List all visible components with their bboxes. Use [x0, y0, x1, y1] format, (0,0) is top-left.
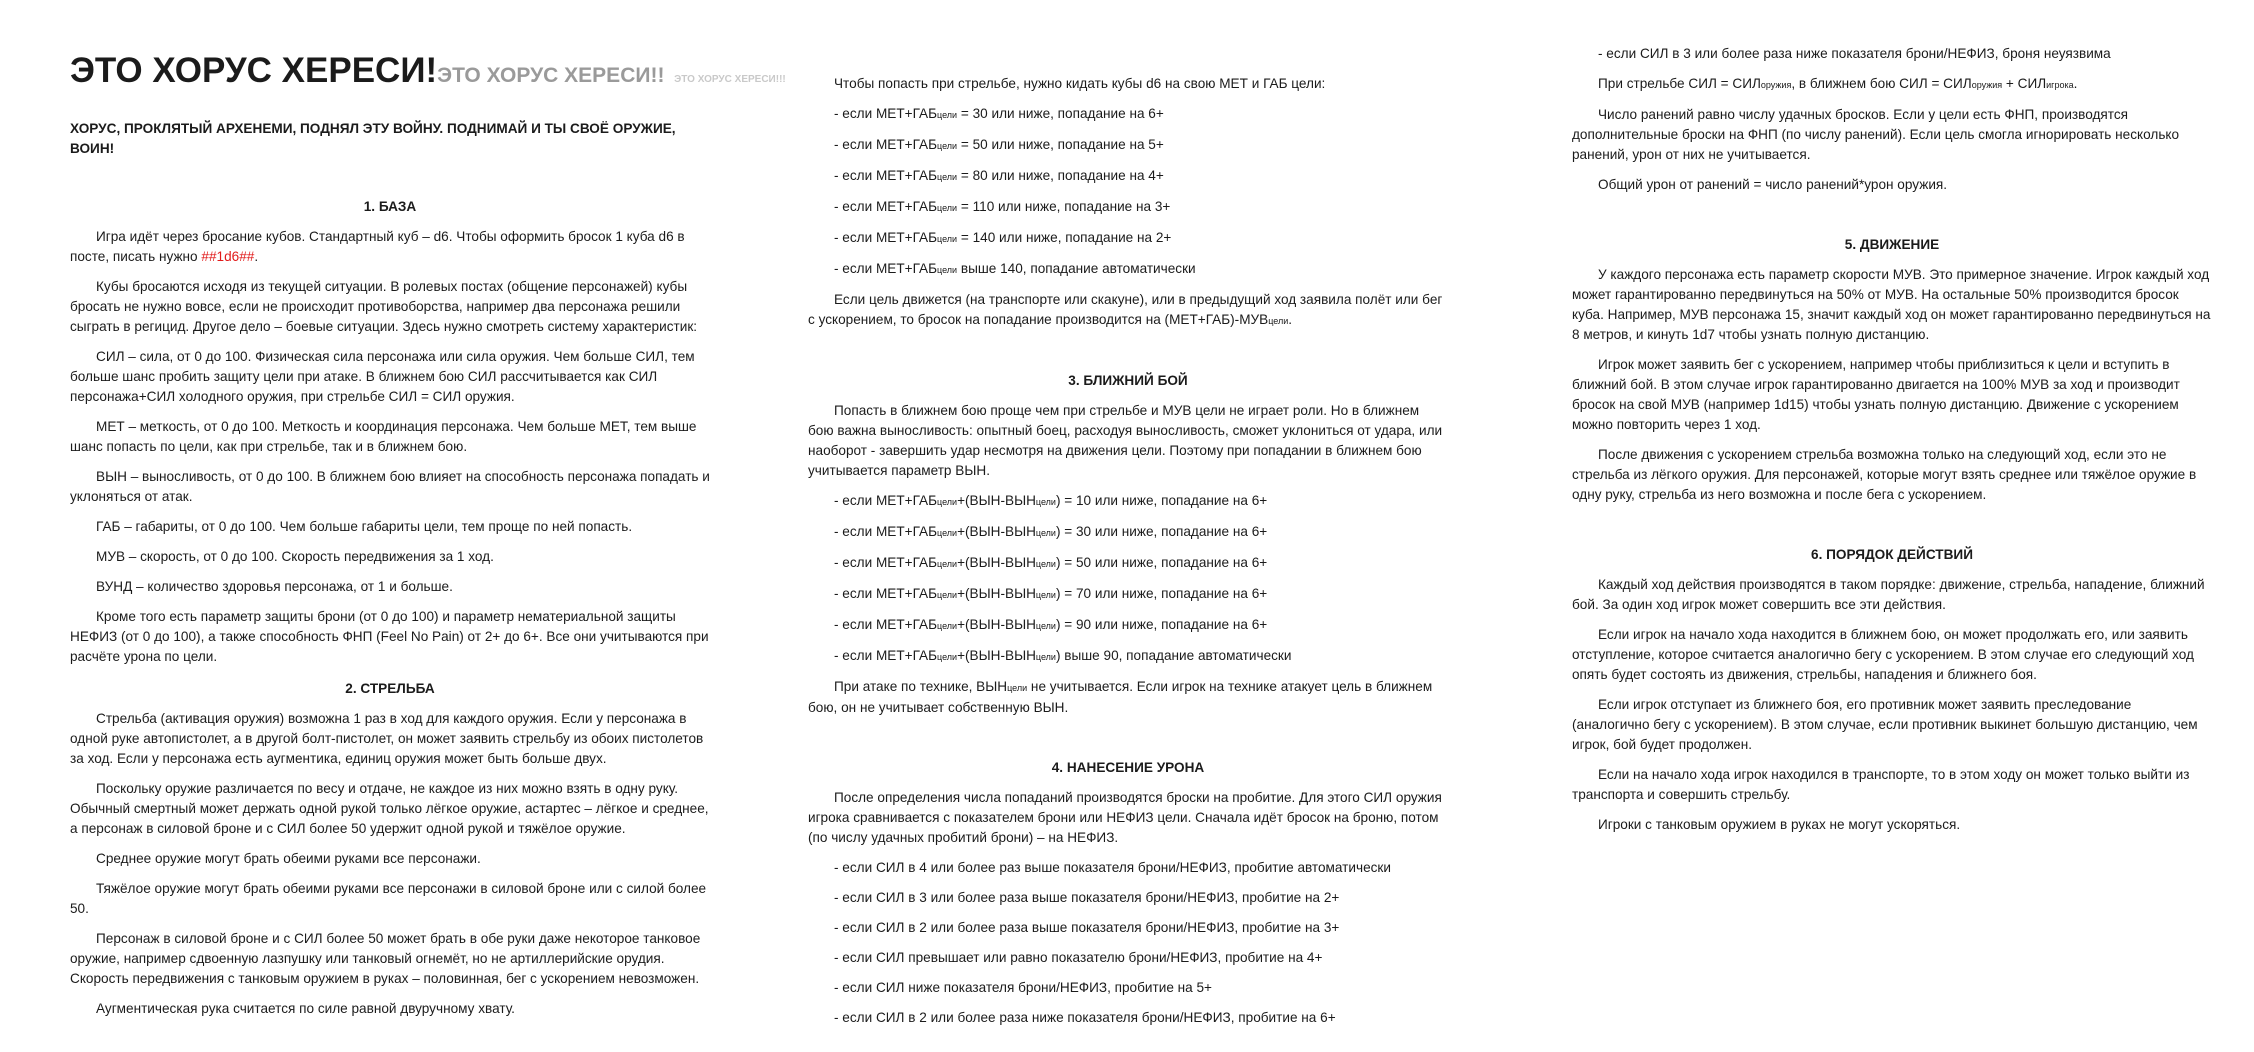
s2-paragraph-5: Персонаж в силовой броне и с СИЛ более 50 может брать в обе руки даже некоторое танковое оружие, например сдвоенную лазпушку или танковый огнемёт, но не артиллерийские орудия. Скорость передвижения с танковым оружием в руках – половинная, бег с ускорением невозможен. [70, 931, 701, 986]
melee-row: - если МЕТ+ГАБцели+(ВЫН-ВЫНцели) = 70 или ниже, попадание на 6+ [834, 586, 1268, 601]
s2-shooting-intro: Чтобы попасть при стрельбе, нужно кидать кубы d6 на свою МЕТ и ГАБ цели: [834, 76, 1326, 91]
s1-paragraph-2: Кубы бросаются исходя из текущей ситуации. В ролевых постах (общение персонажей) кубы бросать не нужно вовсе, если не происходит противоборства, например два персонажа решили сыграть в регицид. Другое дело – боевые ситуации. Здесь нужно смотреть систему характеристик: [70, 279, 698, 334]
s1-paragraph-armor: Кроме того есть параметр защиты брони (от 0 до 100) и параметр нематериальной защиты НЕФИЗ (от 0 до 100), а также способность ФНП (Feel No Pain) от 2+ до 6+. Все они учитываются при расчёте урона по цели. [70, 609, 709, 664]
section-4-heading: 4. НАНЕСЕНИЕ УРОНА [1051, 760, 1205, 775]
s4-paragraph-1: После определения числа попаданий производятся броски на пробитие. Для этого СИЛ оружия игрока сравнивается с показателем брони или НЕФИЗ цели. Сначала идёт бросок на броню, потом (по числу удачных пробитий брони) – на НЕФИЗ. [808, 790, 1442, 845]
subtitle: ХОРУС, ПРОКЛЯТЫЙ АРХЕНЕМИ, ПОДНЯЛ ЭТУ ВОЙНУ. ПОДНИМАЙ И ТЫ СВОЁ ОРУЖИЕ, ВОИН! [70, 121, 676, 156]
shooting-row: - если МЕТ+ГАБцели выше 140, попадание автоматически [834, 261, 1196, 276]
column-left [70, 0, 786, 1019]
penetration-row: - если СИЛ ниже показателя брони/НЕФИЗ, пробитие на 5+ [834, 980, 1212, 995]
title-main: ЭТО ХОРУС ХЕРЕСИ! [70, 51, 438, 90]
dice-code: ##1d6## [201, 249, 255, 264]
s6-paragraph-3: Если игрок отступает из ближнего боя, его противник может заявить преследование (аналогично бегу с ускорением). В этом случае, если противник выкинет большую дистанцию, чем игрок, бой будет продолжен. [1572, 697, 2198, 752]
shooting-row: - если МЕТ+ГАБцели = 80 или ниже, попадание на 4+ [834, 168, 1164, 183]
s6-paragraph-5: Игроки с танковым оружием в руках не могут ускоряться. [1598, 817, 1961, 832]
section-1-heading: 1. БАЗА [363, 199, 417, 214]
section-2-heading: 2. СТРЕЛЬБА [345, 681, 435, 696]
s6-paragraph-4: Если на начало хода игрок находился в транспорте, то в этом ходу он может только выйти из транспорта и совершить стрельбу. [1572, 767, 2190, 802]
penetration-row: - если СИЛ в 4 или более раз выше показателя брони/НЕФИЗ, пробитие автоматически [834, 860, 1391, 875]
section-5-heading: 5. ДВИЖЕНИЕ [1844, 237, 1940, 252]
melee-row: - если МЕТ+ГАБцели+(ВЫН-ВЫНцели) = 10 или ниже, попадание на 6+ [834, 493, 1268, 508]
s1-paragraph-muv: МУВ – скорость, от 0 до 100. Скорость передвижения за 1 ход. [96, 549, 494, 564]
penetration-row: - если СИЛ в 2 или более раза выше показателя брони/НЕФИЗ, пробитие на 3+ [834, 920, 1340, 935]
shooting-table [808, 104, 1448, 280]
s4-strength-formula: При стрельбе СИЛ = СИЛоружия, в ближнем бою СИЛ = СИЛоружия + СИЛигрока. [1598, 76, 2078, 91]
s1-paragraph-sil: СИЛ – сила, от 0 до 100. Физическая сила персонажа или сила оружия. Чем больше СИЛ, тем больше шанс пробить защиту цели при атаке. В ближнем бою СИЛ рассчитывается как СИЛ персонажа+СИЛ холодного оружия, при стрельбе СИЛ = СИЛ оружия. [70, 349, 695, 404]
column-middle [808, 74, 1448, 1028]
s2-paragraph-2: Поскольку оружие различается по весу и отдаче, не каждое из них можно взять в одну руку. Обычный смертный может держать одной рукой только лёгкое оружие, астартес – лёгкое и среднее, а персонаж в силовой броне и с СИЛ более 50 удержит одной рукой и тяжёлое оружие. [70, 781, 709, 836]
s2-moving-target: Если цель движется (на транспорте или скакуне), или в предыдущий ход заявила полёт или бег с ускорением, то бросок на попадание производится на (МЕТ+ГАБ)-МУВцели. [808, 292, 1443, 327]
column-right [1572, 44, 2212, 835]
penetration-row: - если СИЛ превышает или равно показателю брони/НЕФИЗ, пробитие на 4+ [834, 950, 1323, 965]
s2-paragraph-6: Аугментическая рука считается по силе равной двуручному хвату. [96, 1001, 515, 1016]
s2-paragraph-1: Стрельба (активация оружия) возможна 1 раз в ход для каждого оружия. Если у персонажа в одной руке автопистолет, а в другой болт-пистолет, он может заявить стрельбу из обоих пистолетов за ход. Если у персонажа есть аугментика, единиц оружия может быть больше двух. [70, 711, 704, 766]
shooting-row: - если МЕТ+ГАБцели = 50 или ниже, попадание на 5+ [834, 137, 1164, 152]
s1-paragraph-gab: ГАБ – габариты, от 0 до 100. Чем больше габариты цели, тем проще по ней попасть. [96, 519, 633, 534]
title-echo-1: ЭТО ХОРУС ХЕРЕСИ!! [437, 64, 665, 87]
penetration-row: - если СИЛ в 2 или более раза ниже показателя брони/НЕФИЗ, пробитие на 6+ [834, 1010, 1336, 1025]
s1-paragraph-met: МЕТ – меткость, от 0 до 100. Меткость и координация персонажа. Чем больше МЕТ, тем выше шанс попасть по цели, как при стрельбе, так и в ближнем бою. [70, 419, 697, 454]
s1-paragraph-1: Игра идёт через бросание кубов. Стандартный куб – d6. Чтобы оформить бросок 1 куба d6 в посте, писать нужно ##1d6##. [70, 229, 685, 264]
melee-table [808, 491, 1448, 667]
s3-paragraph-1: Попасть в ближнем бою проще чем при стрельбе и МУВ цели не играет роли. Но в ближнем бою важна выносливость: опытный боец, расходуя выносливость, сможет уклониться от удара, или наоборот - завершить удар несмотря на движения цели. Поэтому при попадании в ближнем бою учитывается параметр ВЫН. [808, 403, 1443, 478]
s5-paragraph-3: После движения с ускорением стрельба возможна только на следующий ход, если это не стрельба из лёгкого оружия. Для персонажей, которые могут взять среднее или тяжёлое оружие в одну руку, стрельба из него возможна и после бега с ускорением. [1572, 447, 2197, 502]
s1-paragraph-vyn: ВЫН – выносливость, от 0 до 100. В ближнем бою влияет на способность персонажа попадать и уклоняться от атак. [70, 469, 710, 504]
melee-row: - если МЕТ+ГАБцели+(ВЫН-ВЫНцели) выше 90, попадание автоматически [834, 648, 1292, 663]
s5-paragraph-1: У каждого персонажа есть параметр скорости МУВ. Это примерное значение. Игрок каждый ход может гарантированно передвинуться на 50% от МУВ. На остальные 50% производится бросок куба. Например, МУВ персонажа 15, значит каждый ход он может гарантированно передвинуться на 8 метров, и кинуть 1d7 чтобы узнать полную дистанцию. [1572, 267, 2211, 342]
s2-paragraph-4: Тяжёлое оружие могут брать обеими руками все персонажи в силовой броне или с силой более 50. [70, 881, 707, 916]
penetration-row: - если СИЛ в 3 или более раза выше показателя брони/НЕФИЗ, пробитие на 2+ [834, 890, 1340, 905]
s1-paragraph-vund: ВУНД – количество здоровья персонажа, от 1 и больше. [96, 579, 453, 594]
penetration-table [808, 858, 1448, 1028]
shooting-row: - если МЕТ+ГАБцели = 140 или ниже, попадание на 2+ [834, 230, 1172, 245]
penetration-row: - если СИЛ в 3 или более раза ниже показателя брони/НЕФИЗ, броня неуязвима [1598, 46, 2111, 61]
s6-paragraph-2: Если игрок на начало хода находится в ближнем бою, он может продолжать его, или заявить отступление, которое считается аналогично бегу с ускорением. В этом случае его следующий ход опять будет состоять из движения, стрельбы, нападения и ближнего боя. [1572, 627, 2194, 682]
melee-row: - если МЕТ+ГАБцели+(ВЫН-ВЫНцели) = 90 или ниже, попадание на 6+ [834, 617, 1268, 632]
page-title [70, 50, 786, 101]
melee-row: - если МЕТ+ГАБцели+(ВЫН-ВЫНцели) = 50 или ниже, попадание на 6+ [834, 555, 1268, 570]
shooting-row: - если МЕТ+ГАБцели = 30 или ниже, попадание на 6+ [834, 106, 1164, 121]
section-6-heading: 6. ПОРЯДОК ДЕЙСТВИЙ [1811, 547, 1973, 562]
s5-paragraph-2: Игрок может заявить бег с ускорением, например чтобы приблизиться к цели и вступить в ближний бой. В этом случае игрок гарантированно двигается на 100% МУВ за ход и производит бросок на свой МУВ (например 1d15) чтобы узнать полную дистанцию. Движение с ускорением можно повторить через 1 ход. [1572, 357, 2180, 432]
s6-paragraph-1: Каждый ход действия производятся в таком порядке: движение, стрельба, нападение, ближний бой. За один ход игрок может совершить все эти действия. [1572, 577, 2205, 612]
s3-vehicle-note: При атаке по технике, ВЫНцели не учитывается. Если игрок на технике атакует цель в ближнем бою, он не учитывает собственную ВЫН. [808, 679, 1433, 715]
shooting-row: - если МЕТ+ГАБцели = 110 или ниже, попадание на 3+ [834, 199, 1171, 214]
title-echo-2: ЭТО ХОРУС ХЕРЕСИ!!! [674, 74, 786, 85]
s4-paragraph-3: Общий урон от ранений = число ранений*урон оружия. [1598, 177, 1948, 192]
s2-paragraph-3: Среднее оружие могут брать обеими руками все персонажи. [96, 851, 481, 866]
melee-row: - если МЕТ+ГАБцели+(ВЫН-ВЫНцели) = 30 или ниже, попадание на 6+ [834, 524, 1268, 539]
section-3-heading: 3. БЛИЖНИЙ БОЙ [1068, 373, 1188, 388]
s4-paragraph-2: Число ранений равно числу удачных бросков. Если у цели есть ФНП, производятся дополнительные броски на ФНП (по числу ранений). Если цель смогла игнорировать несколько ранений, урон от них не учитывается. [1572, 107, 2180, 162]
